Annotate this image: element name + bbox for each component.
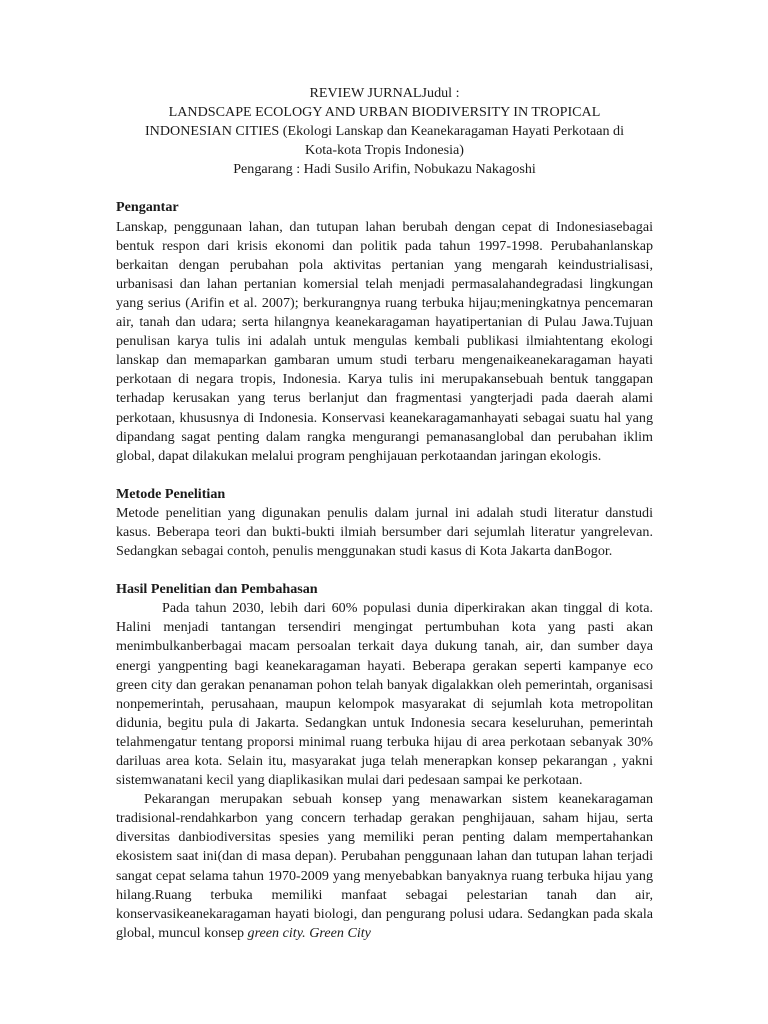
paragraph-pengantar: Lanskap, penggunaan lahan, dan tutupan lahan berubah dengan cepat di Indonesiasebagai bentuk respon dari krisis ekonomi dan politik pada tahun 1997-1998. Perubahanlanskap berkaitan dengan perubahan pola aktivitas pertanian yang mengarah keindustrialisasi, urbanisasi dan lahan pertanian komersial telah menjadi permasalahandegradasi lingkungan yang serius (Arifin et al. 2007); berkurangnya ruang terbuka hijau;meningkatnya pencemaran air, tanah dan udara; serta hilangnya keanekaragaman hayatipertanian di Pulau Jawa.Tujuan penulisan karya tulis ini adalah untuk mengulas kembali publikasi ilmiahtentang ekologi lanskap dan memaparkan gambaran umum studi terbaru mengenaikeanekaragaman hayati perkotaan di negara tropis, Indonesia. Karya tulis ini merupakansebuah bentuk tanggapan terhadap kerusakan yang terus berlanjut dan fragmentasi yangterjadi pada daerah alami perkotaan, khususnya di Indonesia. Konservasi keanekaragamanhayati sebagai suatu hal yang dipandang sagat penting dalam rangka mengurangi pemanasanglobal dan perubahan iklim global, dapat dilakukan melalui program penghijauan perkotaandan jaringan ekologis.	[116, 218, 653, 464]
paragraph-hasil-2	[116, 790, 653, 943]
header-journal-title-cont: INDONESIAN CITIES (Ekologi Lanskap dan Keanekaragaman Hayati Perkotaan di	[144, 123, 625, 140]
paragraph-hasil-2-italic: green city. Green City	[247, 924, 371, 941]
paragraph-metode: Metode penelitian yang digunakan penulis dalam jurnal ini adalah studi literatur danstudi kasus. Beberapa teori dan bukti-bukti ilmiah bersumber dari sejumlah literatur yangrelevan. Sedangkan sebagai contoh, penulis menggunakan studi kasus di Kota Jakarta danBogor.	[116, 504, 653, 560]
section-title-metode: Metode Penelitian	[116, 485, 226, 502]
section-title-hasil: Hasil Penelitian dan Pembahasan	[116, 581, 318, 598]
header-authors: Pengarang : Hadi Susilo Arifin, Nobukazu Nakagoshi	[233, 161, 536, 178]
header-journal-title: LANDSCAPE ECOLOGY AND URBAN BIODIVERSITY IN TROPICAL	[168, 104, 601, 121]
paragraph-hasil-2-text: Pekarangan merupakan sebuah konsep yang menawarkan sistem keanekaragaman tradisional-rendahkarbon yang concern terhadap gerakan penghijauan, saham hijau, serta diversitas danbiodiversitas spesies yang memiliki peran penting dalam mempertahankan ekosistem saat ini(dan di masa depan). Perubahan penggunaan lahan dan tutupan lahan terjadi sangat cepat selama tahun 1970-2009 yang menyebabkan banyaknya ruang terbuka hijau yang hilang.Ruang terbuka memiliki manfaat sebagai pelestarian tanah dan air, konservasikeanekaragaman hayati biologi, dan pengurang polusi udara. Sedangkan pada skala global, muncul konsep	[116, 791, 653, 941]
document-page	[116, 84, 653, 943]
paragraph-hasil-1: Pada tahun 2030, lebih dari 60% populasi dunia diperkirakan akan tinggal di kota. Halini menjadi tantangan tersendiri mengingat pertumbuhan kota yang pasti akan menimbulkanberbagai macam persoalan terkait daya dukung tanah, air, dan sumber daya energi yangpenting bagi keanekaragaman hayati. Beberapa gerakan seperti kampanye eco green city dan gerakan penanaman pohon telah banyak digalakkan oleh pemerintah, organisasi nonpemerintah, perusahaan, maupun kelompok masyarakat di sejumlah kota metropolitan didunia, begitu pula di Jakarta. Sedangkan untuk Indonesia secara keseluruhan, pemerintah telahmengatur tentang proporsi minimal ruang terbuka hijau di area perkotaan sebanyak 30% dariluas area kota. Selain itu, masyarakat juga telah menerapkan konsep pekarangan , yakni sistemwanatani kecil yang diaplikasikan mulai dari pedesaan sampai ke perkotaan.	[116, 600, 653, 789]
header-review-title: REVIEW JURNALJudul :	[309, 85, 460, 101]
section-title-pengantar: Pengantar	[116, 199, 179, 216]
document-header	[116, 84, 653, 179]
header-journal-title-translation: Kota-kota Tropis Indonesia)	[305, 142, 464, 159]
